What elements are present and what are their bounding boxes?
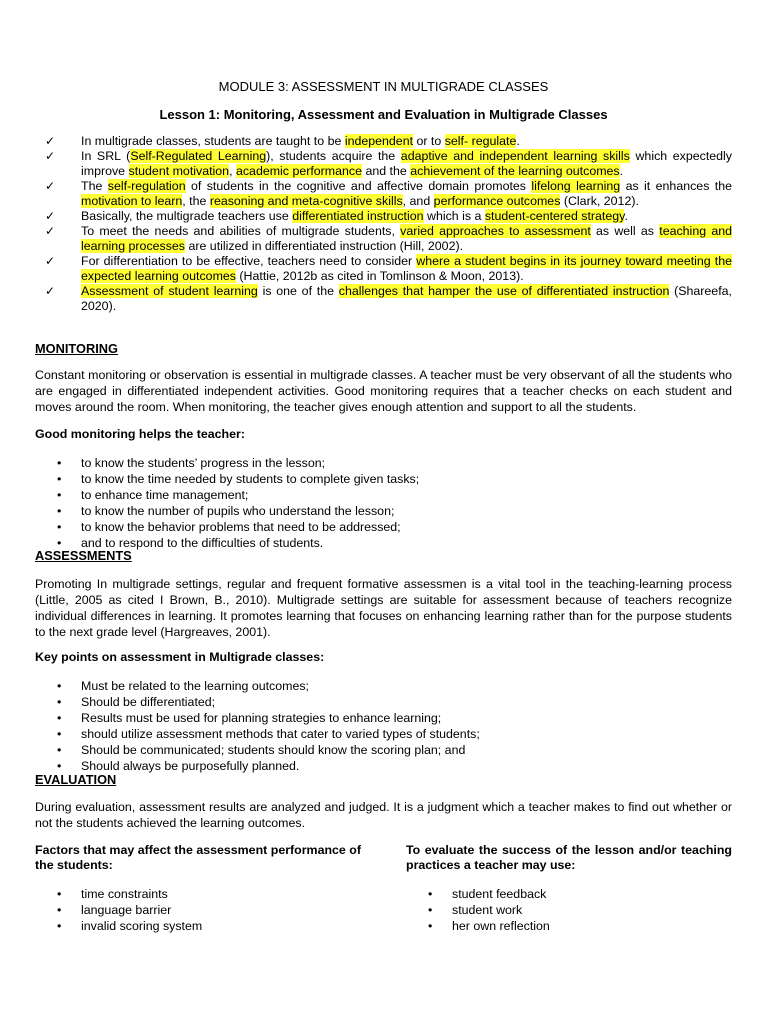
highlighted-text: lifelong learning: [531, 179, 621, 193]
checklist-text: , the: [182, 194, 210, 208]
highlighted-text: student-centered strategy: [484, 209, 625, 223]
assessments-paragraph: Promoting In multigrade settings, regular and frequent formative assessmen is a vital tool in the teaching-learning process (Little, 2005 as cited I Brown, B., 2010). Multigrade settings are suitable for assessment because of teachers recognize individual differences in learning. It promotes learning that focuses on enhancing learning rather than for the purpose students to the next grade level (Hargreaves, 2001).: [35, 577, 732, 639]
checklist-text: To meet the needs and abilities of multigrade students,: [81, 224, 401, 238]
checklist-text: , and: [402, 194, 434, 208]
checklist-text: ,: [229, 164, 236, 178]
checklist-text: (Clark, 2012).: [560, 194, 639, 208]
checklist-item: [45, 134, 732, 149]
highlighted-text: independent: [344, 134, 414, 148]
intro-checklist: [45, 134, 732, 314]
checkmark-icon: ✓: [45, 149, 56, 163]
assessment-list-item: • Should be communicated; students should know the scoring plan; and: [35, 742, 480, 758]
highlighted-text: challenges that hamper the use of differentiated instruction: [338, 284, 670, 298]
highlighted-text: where a student begins in its journey toward meeting the expected learning outcomes: [81, 254, 732, 283]
highlighted-text: teaching and learning processes: [81, 224, 732, 253]
checklist-text: of students in the cognitive and affective domain promotes: [185, 179, 532, 193]
checklist-text: as it enhances the: [620, 179, 733, 193]
factor-list-item: • invalid scoring system: [35, 918, 361, 934]
highlighted-text: Assessment of student learning: [81, 284, 258, 298]
checklist-text: or to: [413, 134, 445, 148]
factor-list-item: • language barrier: [35, 902, 361, 918]
checklist-text: .: [516, 134, 520, 148]
lesson-title: Lesson 1: Monitoring, Assessment and Evaluation in Multigrade Classes: [159, 107, 608, 122]
assessments-subheading: Key points on assessment in Multigrade classes:: [35, 650, 325, 664]
monitoring-list-item: • to know the time needed by students to complete given tasks;: [35, 471, 419, 487]
monitoring-list-item: • to know the number of pupils who understand the lesson;: [35, 503, 419, 519]
evaluation-paragraph: During evaluation, assessment results are analyzed and judged. It is a judgment which a teacher makes to find out whether or not the students achieved the learning outcomes.: [35, 800, 732, 830]
checklist-text: which expectedly improve: [81, 149, 732, 178]
evaluation-heading: EVALUATION: [35, 772, 117, 787]
evaluation-method-item: • student work: [406, 902, 732, 918]
assessment-list-item: • Results must be used for planning strategies to enhance learning;: [35, 710, 480, 726]
monitoring-list-item: • and to respond to the difficulties of students.: [35, 535, 419, 551]
highlighted-text: varied approaches to assessment: [400, 224, 591, 238]
assessments-list: [35, 678, 480, 774]
checklist-text: .: [619, 164, 624, 178]
checklist-text: .: [624, 209, 628, 223]
evaluate-success-heading: To evaluate the success of the lesson and/or teaching practices a teacher may use:: [406, 843, 732, 872]
checklist-text: ), students acquire the: [266, 149, 401, 163]
highlighted-text: reasoning and meta-cognitive skills: [209, 194, 403, 208]
checklist-item: [45, 284, 732, 314]
checklist-item: [45, 209, 732, 224]
monitoring-heading: MONITORING: [35, 341, 118, 356]
highlighted-text: achievement of the learning outcomes: [410, 164, 620, 178]
monitoring-list-item: • to know the behavior problems that need to be addressed;: [35, 519, 419, 535]
checkmark-icon: ✓: [45, 179, 56, 193]
checklist-text: In SRL (: [81, 149, 131, 163]
highlighted-text: motivation to learn: [81, 194, 183, 208]
monitoring-list-item: • to know the students’ progress in the lesson;: [35, 455, 419, 471]
factors-list: [35, 886, 361, 934]
monitoring-paragraph: Constant monitoring or observation is essential in multigrade classes. A teacher must be very observant of all the students who are engaged in differentiated independent activities. Good monitoring requires that a teacher checks on each student and moves around the room. When monitoring, the teacher gives enough attention and support to all the students.: [35, 368, 732, 414]
checkmark-icon: ✓: [45, 209, 56, 223]
highlighted-text: adaptive and independent learning skills: [400, 149, 630, 163]
evaluation-method-item: • student feedback: [406, 886, 732, 902]
checklist-item: [45, 224, 732, 254]
checkmark-icon: ✓: [45, 284, 56, 298]
assessments-heading: ASSESSMENTS: [35, 548, 132, 563]
highlighted-text: student motivation: [128, 164, 230, 178]
checklist-text: is one of the: [257, 284, 339, 298]
checklist-text: which is a: [423, 209, 485, 223]
highlighted-text: self-regulation: [107, 179, 186, 193]
monitoring-list: [35, 455, 419, 551]
assessment-list-item: • Should always be purposefully planned.: [35, 758, 480, 774]
module-title: MODULE 3: ASSESSMENT IN MULTIGRADE CLASSES: [218, 79, 549, 94]
checklist-item: [45, 179, 732, 209]
monitoring-subheading: Good monitoring helps the teacher:: [35, 427, 245, 441]
checklist-text: (Hattie, 2012b as cited in Tomlinson & Moon, 2013).: [235, 269, 524, 283]
highlighted-text: Self-Regulated Learning: [130, 149, 267, 163]
checklist-text: as well as: [590, 224, 660, 238]
checklist-text: The: [81, 179, 108, 193]
checkmark-icon: ✓: [45, 254, 56, 268]
checklist-text: (Shareefa, 2020).: [81, 284, 732, 313]
checklist-text: are utilized in differentiated instruction (Hill, 2002).: [185, 239, 464, 253]
assessment-list-item: • should utilize assessment methods that cater to varied types of students;: [35, 726, 480, 742]
checklist-text: For differentiation to be effective, teachers need to consider: [81, 254, 417, 268]
assessment-list-item: • Should be differentiated;: [35, 694, 480, 710]
checklist-text: In multigrade classes, students are taught to be: [81, 134, 345, 148]
monitoring-list-item: • to enhance time management;: [35, 487, 419, 503]
checklist-text: and the: [362, 164, 411, 178]
highlighted-text: performance outcomes: [433, 194, 561, 208]
checkmark-icon: ✓: [45, 134, 56, 148]
checklist-item: [45, 254, 732, 284]
highlighted-text: self- regulate: [444, 134, 517, 148]
checkmark-icon: ✓: [45, 224, 56, 238]
factors-heading: Factors that may affect the assessment performance of the students:: [35, 843, 361, 872]
checklist-item: [45, 149, 732, 179]
factor-list-item: • time constraints: [35, 886, 361, 902]
assessment-list-item: • Must be related to the learning outcomes;: [35, 678, 480, 694]
checklist-text: Basically, the multigrade teachers use: [81, 209, 293, 223]
evaluate-success-list: [406, 886, 732, 934]
evaluation-method-item: • her own reflection: [406, 918, 732, 934]
highlighted-text: differentiated instruction: [292, 209, 424, 223]
highlighted-text: academic performance: [235, 164, 362, 178]
